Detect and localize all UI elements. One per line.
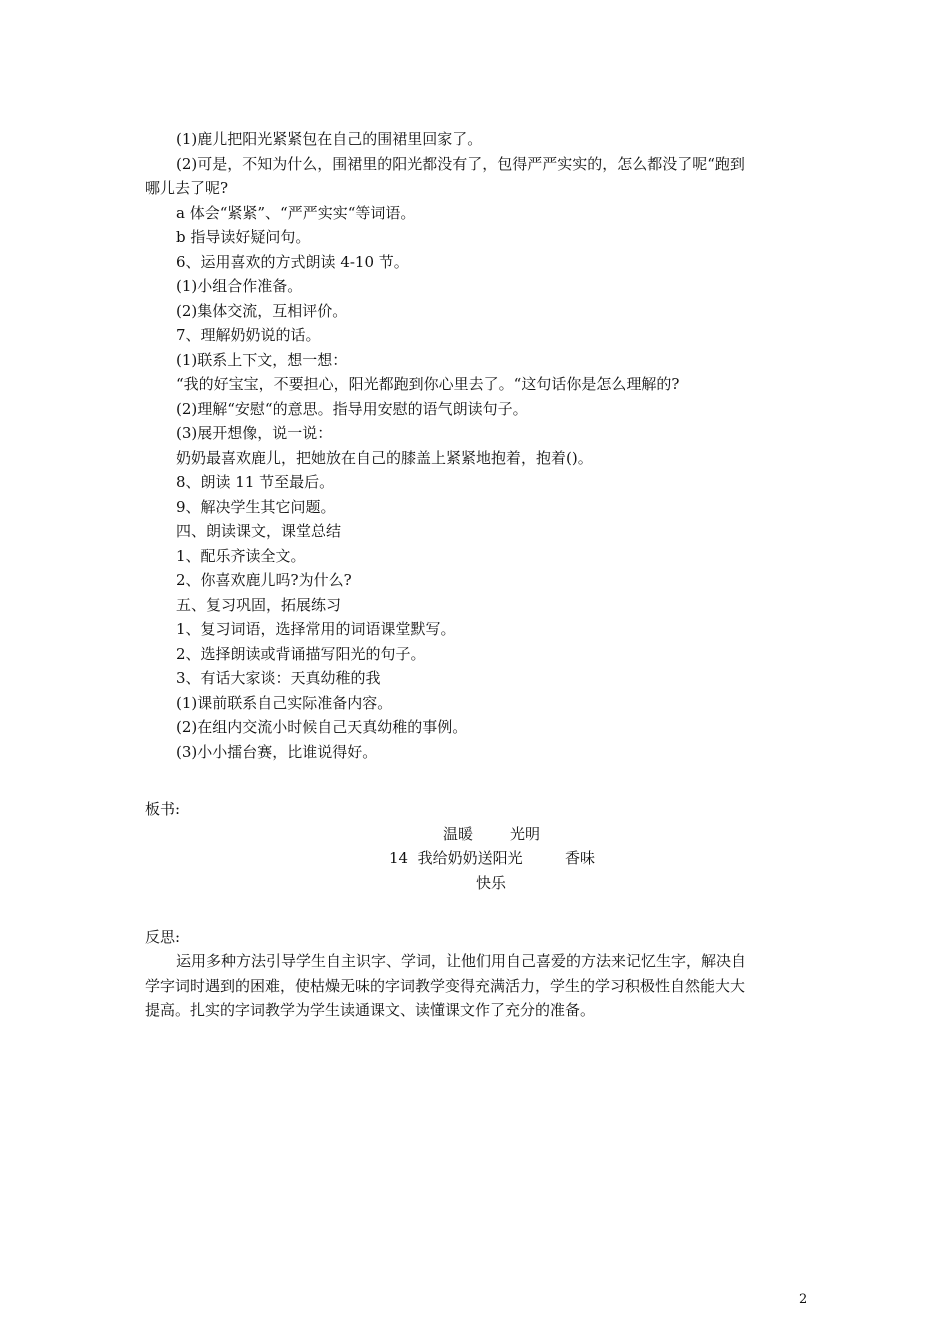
text-line: (1)联系上下文，想一想： xyxy=(176,351,348,369)
text-line: (2)在组内交流小时候自己天真幼稚的事例。 xyxy=(176,718,468,736)
text-line: (2)理解“安慰“的意思。指导用安慰的语气朗读句子。 xyxy=(176,400,528,418)
text-line: (3)小小擂台赛，比谁说得好。 xyxy=(176,743,378,761)
text-line: 哪儿去了呢? xyxy=(145,179,229,197)
board-word-happiness: 快乐 xyxy=(476,874,507,892)
text-line: (2)集体交流，互相评价。 xyxy=(176,302,348,320)
text-line: (1)鹿儿把阳光紧紧包在自己的围裙里回家了。 xyxy=(176,130,483,148)
text-line: 8、朗读 11 节至最后。 xyxy=(176,473,335,491)
board-word-warmth: 温暖 xyxy=(443,825,474,843)
text-line: 奶奶最喜欢鹿儿，把她放在自己的膝盖上紧紧地抱着，抱着()。 xyxy=(176,449,593,467)
text-line: (2)可是，不知为什么，围裙里的阳光都没有了，包得严严实实的，怎么都没了呢“跑到 xyxy=(176,155,745,173)
section-heading: 五、复习巩固，拓展练习 xyxy=(176,596,342,614)
text-line: 1、复习词语，选择常用的词语课堂默写。 xyxy=(176,620,456,638)
board-word-light: 光明 xyxy=(510,825,541,843)
text-line: (1)小组合作准备。 xyxy=(176,277,303,295)
text-line: “我的好宝宝，不要担心，阳光都跑到你心里去了。“这句话你是怎么理解的? xyxy=(176,375,680,393)
text-line: b 指导读好疑问句。 xyxy=(176,228,311,246)
reflection-label: 反思: xyxy=(145,928,181,946)
reflection-text: 运用多种方法引导学生自主识字、学词，让他们用自己喜爱的方法来记忆生字，解决自 xyxy=(176,952,747,970)
text-line: a 体会“紧紧”、“严严实实“等词语。 xyxy=(176,204,416,222)
board-label: 板书: xyxy=(145,800,181,818)
page-number: 2 xyxy=(799,1292,808,1307)
text-line: 7、理解奶奶说的话。 xyxy=(176,326,321,344)
reflection-text: 提高。扎实的字词教学为学生读通课文、读懂课文作了充分的准备。 xyxy=(145,1001,596,1019)
text-line: 2、你喜欢鹿儿吗?为什么? xyxy=(176,571,352,589)
reflection-text: 学字词时遇到的困难，使枯燥无味的字词教学变得充满活力，学生的学习积极性自然能大大 xyxy=(145,977,746,995)
text-line: 2、选择朗读或背诵描写阳光的句子。 xyxy=(176,645,426,663)
text-line: (1)课前联系自己实际准备内容。 xyxy=(176,694,393,712)
section-heading: 四、朗读课文，课堂总结 xyxy=(176,522,342,540)
board-title: 14 我给奶奶送阳光 xyxy=(389,849,523,867)
text-line: 3、有话大家谈：天真幼稚的我 xyxy=(176,669,381,687)
text-line: 9、解决学生其它问题。 xyxy=(176,498,336,516)
board-word-fragrance: 香味 xyxy=(565,849,596,867)
text-line: 1、配乐齐读全文。 xyxy=(176,547,306,565)
text-line: (3)展开想像，说一说： xyxy=(176,424,333,442)
text-line: 6、运用喜欢的方式朗读 4-10 节。 xyxy=(176,253,409,271)
